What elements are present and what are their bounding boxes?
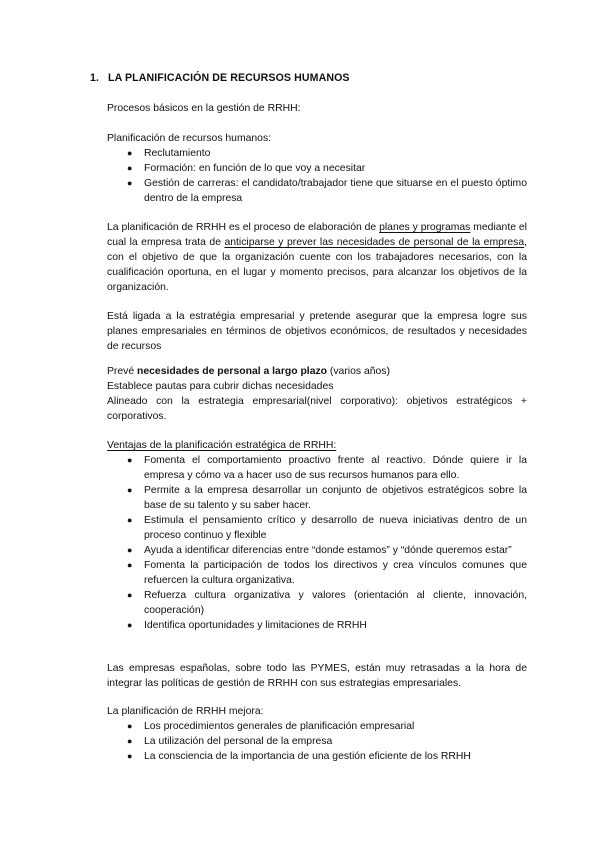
list-item: ● La consciencia de la importancia de una gestión eficiente de los RRHH [127, 751, 471, 762]
advantages-title: Ventajas de la planificación estratégica de RRHH: [107, 440, 337, 451]
advantages-section [107, 438, 527, 633]
section-heading [90, 71, 350, 86]
planning-title: Planificación de recursos humanos: [107, 133, 272, 144]
advantages-list [107, 453, 527, 633]
list-item: ● Los procedimientos generales de planificación empresarial [127, 721, 415, 732]
improves-list [107, 719, 527, 764]
list-item: ● Gestión de carreras: el candidato/trabajador tiene que situarse en el puesto óptimo dentro de la empresa [127, 178, 527, 204]
foresee-section [107, 364, 527, 424]
list-item: ● Identifica oportunidades y limitaciones de RRHH [127, 620, 367, 631]
list-item: ● Fomenta la participación de todos los directivos y crea vínculos comunes que refuercen la cultura organizativa. [127, 560, 527, 586]
underlined-anticiparse: anticiparse y prever las necesidades de personal de la empresa [224, 237, 525, 248]
heading-title: LA PLANIFICACIÓN DE RECURSOS HUMANOS [108, 72, 350, 84]
spanish-companies-paragraph: Las empresas españolas, sobre todo las PYMES, están muy retrasadas a la hora de integrar las políticas de gestión de RRHH con sus estrategias empresariales. [107, 663, 527, 689]
planning-list [107, 146, 527, 206]
heading-number: 1. [90, 72, 100, 84]
aligned-line: Alineado con la estrategia empresarial(nivel corporativo): objetivos estratégicos + corporativos. [107, 396, 527, 422]
establishes-line: Establece pautas para cubrir dichas necesidades [107, 381, 334, 392]
list-item: ● Reclutamiento [127, 148, 211, 159]
improves-title: La planificación de RRHH mejora: [107, 706, 264, 717]
foresee-line: Prevé necesidades de personal a largo plazo (varios años) [107, 366, 390, 377]
list-item: ● Permite a la empresa desarrollar un conjunto de objetivos estratégicos sobre la base de su talento y su saber hacer. [127, 485, 527, 511]
improves-section [107, 704, 527, 764]
strategy-paragraph: Está ligada a la estratégia empresarial y pretende asegurar que la empresa logre sus planes empresariales en términos de objetivos económicos, de resultados y necesidades de recursos [107, 311, 527, 352]
list-item: ● Refuerza cultura organizativa y valores (orientación al cliente, innovación, cooperación) [127, 590, 527, 616]
list-item: ● Estimula el pensamiento crítico y desarrollo de nueva iniciativas dentro de un proceso continuo y flexible [127, 515, 527, 541]
planning-section [107, 131, 527, 206]
list-item: ● La utilización del personal de la empresa [127, 736, 333, 747]
underlined-planes: planes y programas [379, 222, 471, 233]
list-item: ● Ayuda a identificar diferencias entre “donde estamos” y “dónde queremos estar” [127, 545, 512, 556]
list-item: ● Formación: en función de lo que voy a necesitar [127, 163, 366, 174]
definition-paragraph: La planificación de RRHH es el proceso de elaboración de planes y programas mediante el cual la empresa trata de anticiparse y prever las necesidades de personal de la empresa, con el objetivo de que la organización cuente con los trabajadores necesarios, con la cualificación oportuna, en el lugar y momento precisos, para alcanzar los objetivos de la organización. [107, 222, 527, 293]
list-item: ● Fomenta el comportamiento proactivo frente al reactivo. Dónde quiere ir la empresa y cómo va a hacer uso de sus recursos humanos para ello. [127, 455, 527, 481]
intro-paragraph: Procesos básicos en la gestión de RRHH: [107, 103, 301, 114]
